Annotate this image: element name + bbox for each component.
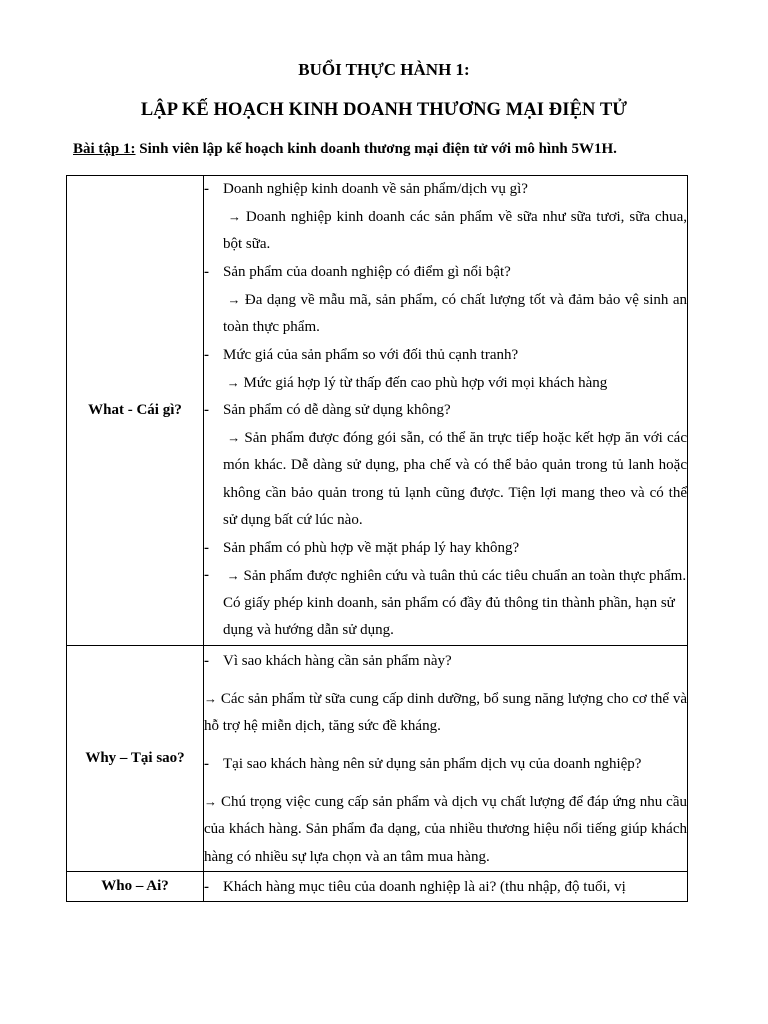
arrow-icon: →: [226, 567, 240, 583]
table-row-why: [67, 645, 688, 871]
answer-item: [204, 424, 687, 535]
bullet-dash: -: [204, 181, 209, 197]
question-item: [204, 342, 687, 369]
question-text: Sản phẩm có phù hợp về mặt pháp lý hay không?: [223, 539, 520, 556]
answer-text: Sản phẩm được đóng gói sẵn, có thể ăn trực tiếp hoặc kết hợp ăn với các món khác. Dễ dàng sử dụng, pha chế và có thể bảo quản trong tủ lanh hoặc không cần bảo quản trong tủ lạnh cũng được. Tiện lợi mang theo và có thể sử dụng bất cứ lúc nào.: [223, 430, 687, 529]
arrow-icon: →: [226, 374, 240, 390]
bullet-dash: -: [204, 566, 209, 583]
question-text: Tại sao khách hàng nên sử dụng sản phẩm dịch vụ của doanh nghiệp?: [223, 755, 642, 772]
question-text: Khách hàng mục tiêu của doanh nghiệp là ai? (thu nhập, độ tuổi, vị: [223, 878, 626, 895]
answer-text: Chú trọng việc cung cấp sản phẩm và dịch vụ chất lượng để đáp ứng nhu cầu của khách hàng. Sản phẩm đa dạng, của nhiều thương hiệu nổi tiếng giúp khách hàng có nhiều sự lựa chọn và an tâm mua hàng.: [204, 793, 688, 865]
answer-item: [204, 369, 687, 397]
row-label-what: What - Cái gì?: [67, 176, 204, 646]
bullet-dash: -: [204, 878, 209, 895]
answer-text: Đa dạng về mẫu mã, sản phẩm, có chất lượng tốt và đảm bảo vệ sinh an toàn thực phẩm.: [223, 291, 688, 336]
bullet-dash: -: [204, 263, 209, 280]
question-item: [204, 535, 687, 562]
exercise-text: Sinh viên lập kế hoạch kinh doanh thương mại điện tử với mô hình 5W1H.: [135, 141, 617, 157]
row-label-why: Why – Tại sao?: [67, 645, 204, 871]
answer-text: Mức giá hợp lý từ thấp đến cao phù hợp với mọi khách hàng: [243, 374, 608, 391]
bullet-dash: -: [204, 755, 209, 772]
question-item: [204, 874, 687, 901]
question-text: Vì sao khách hàng cần sản phẩm này?: [223, 652, 452, 669]
question-item: [204, 176, 687, 203]
question-text: Doanh nghiệp kinh doanh về sản phẩm/dịch vụ gì?: [223, 181, 528, 197]
page-title-line-1: BUỔI THỰC HÀNH 1:: [298, 60, 470, 79]
row-content-what: [204, 176, 688, 646]
arrow-icon: →: [227, 291, 241, 307]
arrow-icon: →: [204, 690, 217, 706]
arrow-icon: →: [227, 209, 241, 224]
question-item: [204, 751, 687, 778]
answer-item: [204, 203, 687, 259]
answer-item: [204, 788, 687, 871]
answer-text: Sản phẩm được nghiên cứu và tuân thủ các tiêu chuẩn an toàn thực phẩm. Có giấy phép kinh doanh, sản phẩm có đầy đủ thông tin thành phần, hạn sử dụng và hướng dẫn sử dụng.: [223, 567, 687, 639]
row-content-why: [204, 645, 688, 871]
answer-item: [204, 685, 687, 741]
bullet-dash: -: [204, 346, 209, 363]
exercise-statement: [73, 141, 617, 158]
row-content-who: [204, 871, 688, 901]
bullet-dash: -: [204, 539, 209, 556]
table-row-what: [67, 176, 688, 646]
question-item: [204, 648, 687, 675]
row-label-who: Who – Ai?: [67, 871, 204, 901]
exercise-label: Bài tập 1:: [73, 141, 136, 157]
bullet-dash: -: [204, 652, 209, 669]
arrow-icon: →: [227, 430, 241, 446]
table-row-who: [67, 871, 688, 901]
page-title-line-2: LẬP KẾ HOẠCH KINH DOANH THƯƠNG MẠI ĐIỆN TỬ: [140, 100, 628, 120]
question-text: Sản phẩm của doanh nghiệp có điểm gì nổi bật?: [223, 263, 511, 280]
answer-text: Các sản phẩm từ sữa cung cấp dinh dưỡng, bổ sung năng lượng cho cơ thể và hỗ trợ hệ miễn dịch, tăng sức đề kháng.: [204, 690, 687, 735]
question-text: Sản phẩm có dễ dàng sử dụng không?: [223, 402, 451, 419]
question-item: [204, 397, 687, 424]
answer-item: [204, 562, 687, 645]
bullet-dash: -: [204, 402, 209, 419]
answer-item: [204, 286, 687, 342]
answer-text: Doanh nghiệp kinh doanh các sản phẩm về sữa như sữa tươi, sữa chua, bột sữa.: [223, 209, 688, 253]
question-item: [204, 259, 687, 286]
arrow-icon: →: [204, 793, 217, 809]
question-text: Mức giá của sản phẩm so với đối thủ cạnh tranh?: [223, 346, 519, 363]
5w1h-table: [66, 175, 688, 902]
